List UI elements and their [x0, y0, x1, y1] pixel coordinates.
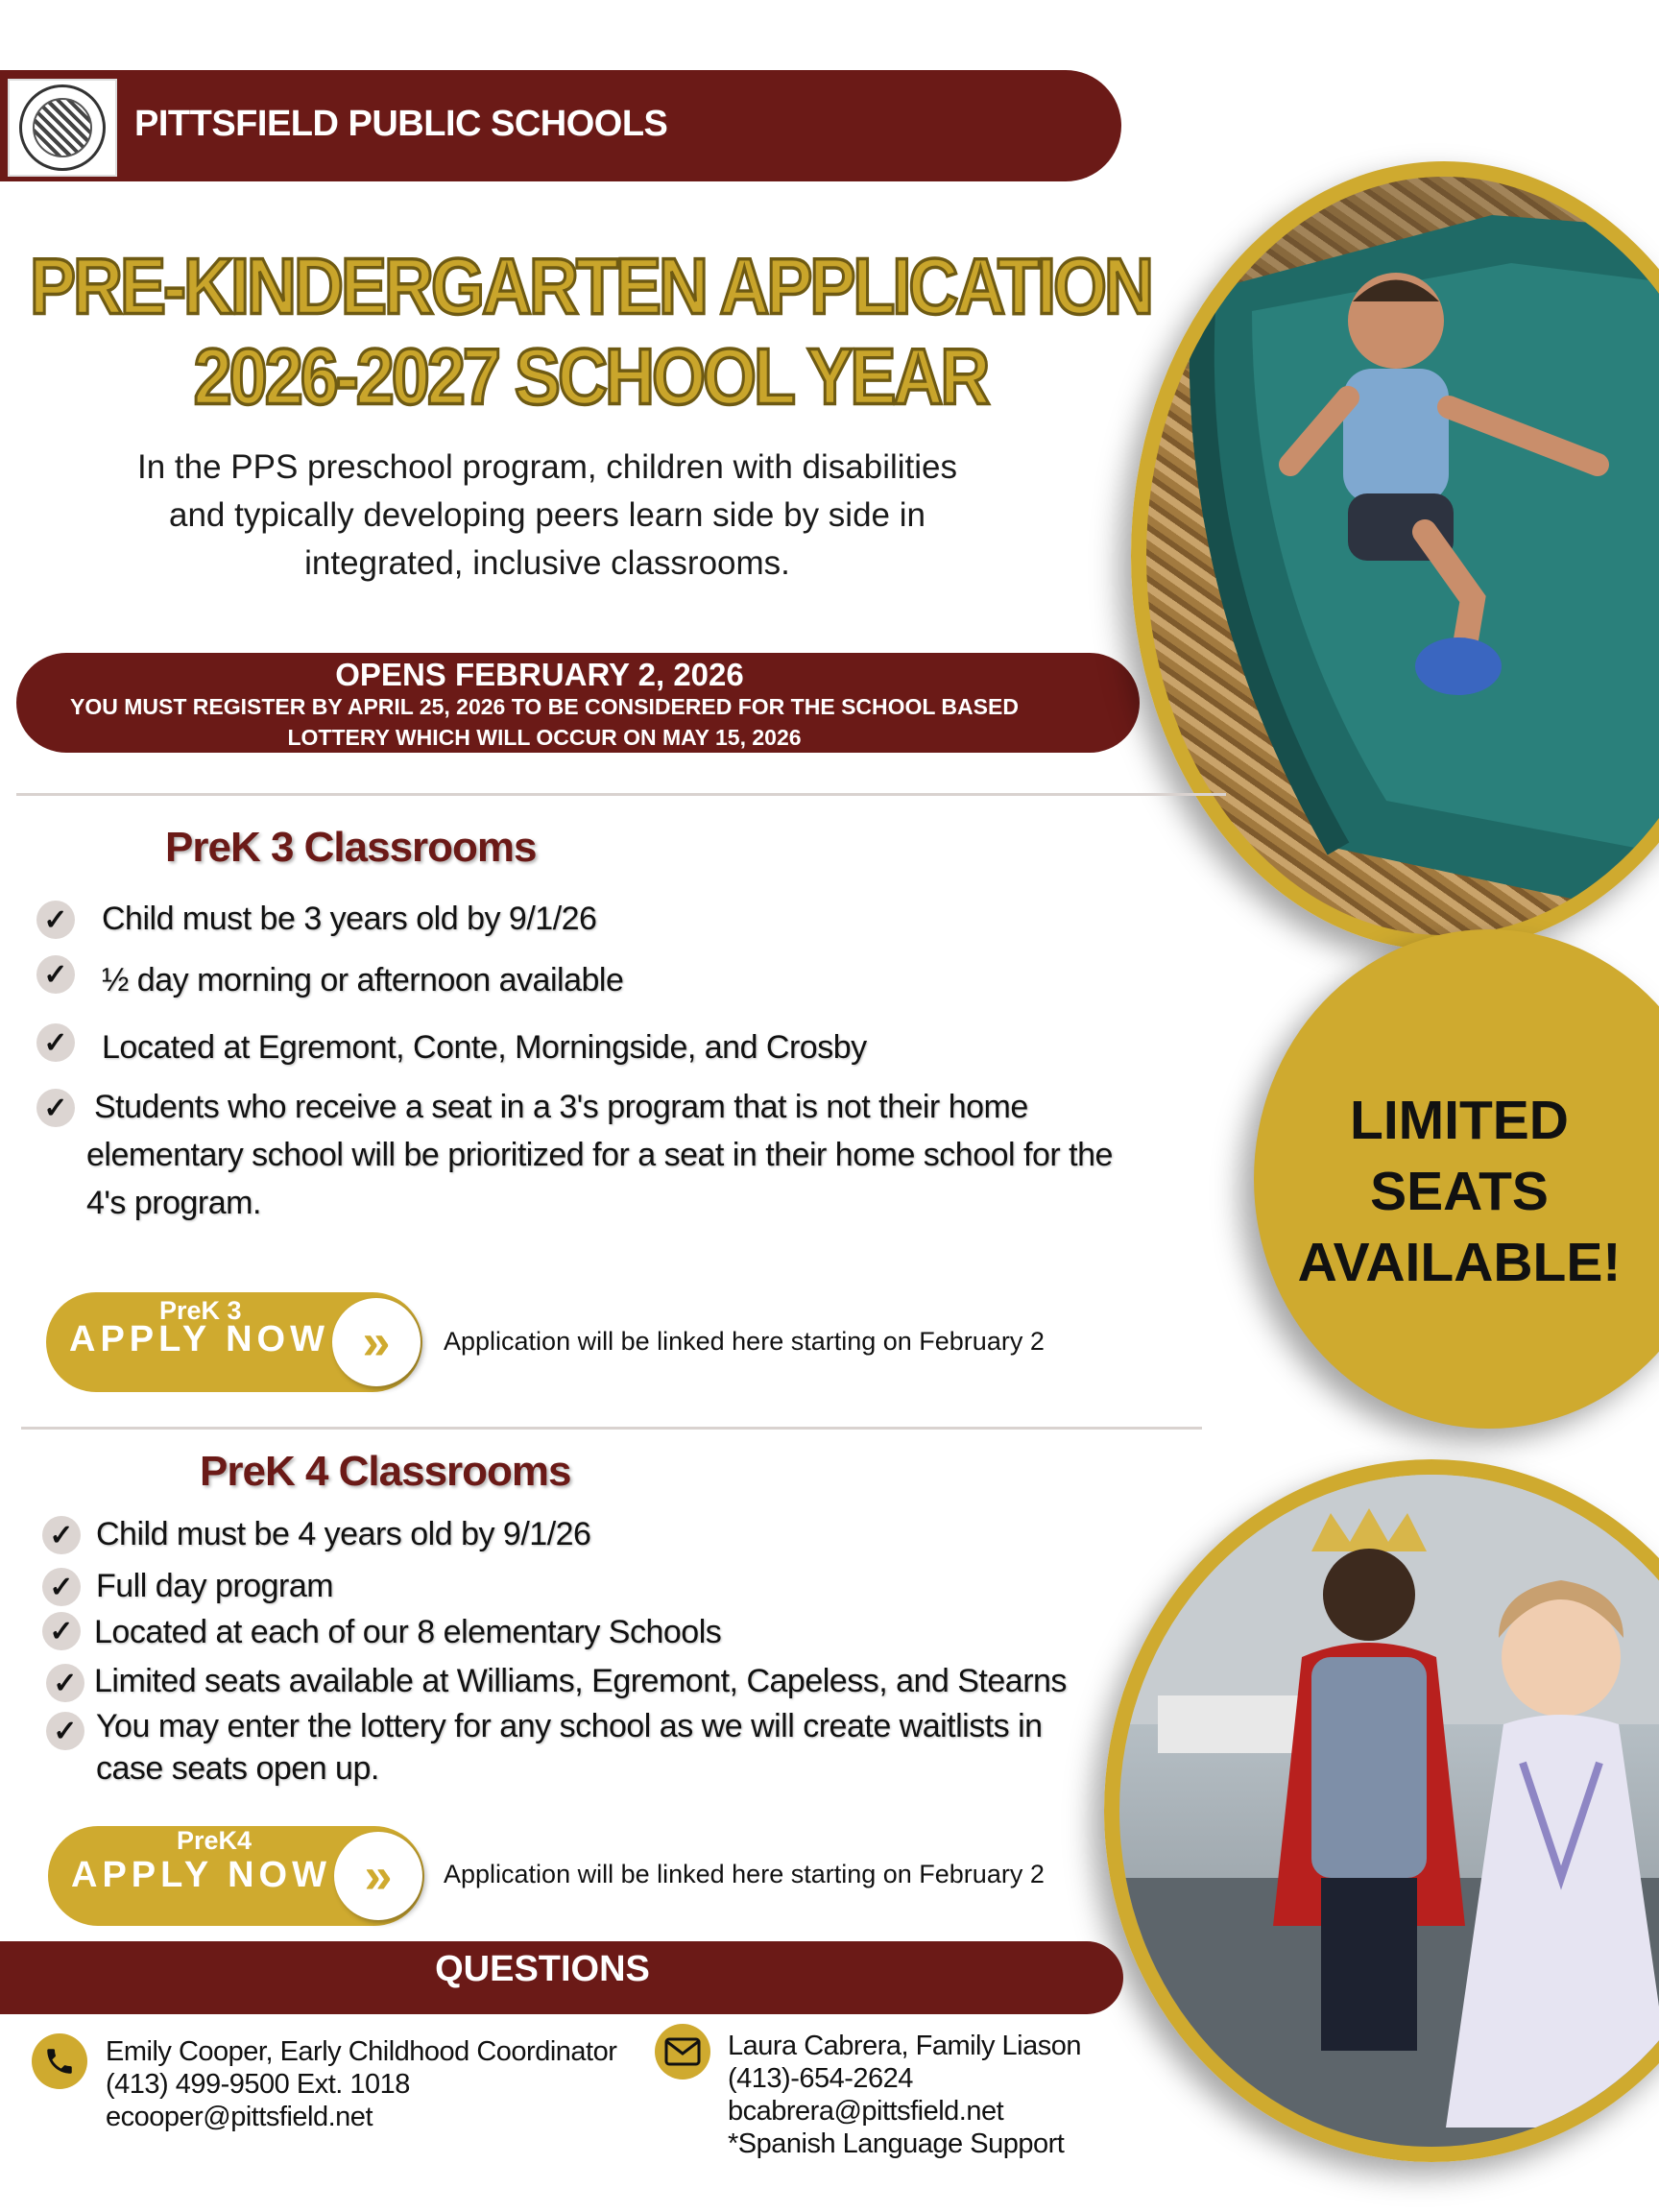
contact-1 — [106, 2035, 616, 2133]
contact-1-phone[interactable]: (413) 499-9500 Ext. 1018 — [106, 2069, 410, 2100]
prek3-apply-label: APPLY NOW — [69, 1319, 329, 1359]
check-icon: ✓ — [42, 1612, 81, 1650]
opens-note: YOU MUST REGISTER BY APRIL 25, 2026 TO BE CONSIDERED FOR THE SCHOOL BASED LOTTERY WHICH WILL OCCUR ON MAY 15, 2026 — [70, 694, 1019, 750]
check-icon: ✓ — [36, 1089, 75, 1127]
chevron-right-icon: » — [332, 1298, 421, 1386]
seats-line3: AVAILABLE! — [1297, 1232, 1622, 1293]
contact-1-name: Emily Cooper, Early Childhood Coordinator — [106, 2036, 617, 2067]
questions-title: QUESTIONS — [435, 1949, 650, 1989]
contact-1-email[interactable]: ecooper@pittsfield.net — [106, 2102, 373, 2132]
check-icon: ✓ — [42, 1516, 81, 1554]
check-icon: ✓ — [46, 1664, 84, 1702]
prek3-bullet-1: Child must be 3 years old by 9/1/26 — [102, 901, 597, 937]
prek4-apply-button[interactable] — [48, 1826, 424, 1926]
chevron-right-icon: » — [334, 1832, 422, 1920]
prek3-bullet-4: Students who receive a seat in a 3's program that is not their home elementary school will be prioritized for a seat in their home school for the 4's program. — [86, 1089, 1113, 1221]
prek3-bullet-2: ½ day morning or afternoon available — [102, 962, 624, 998]
prek4-apply-note: Application will be linked here starting on February 2 — [444, 1860, 1045, 1888]
contact-2-phone[interactable]: (413)-654-2624 — [728, 2063, 913, 2094]
mail-icon — [655, 2024, 710, 2080]
check-icon: ✓ — [46, 1712, 84, 1750]
contact-2 — [728, 2030, 1081, 2160]
page-title-line1: PRE-KINDERGARTEN APPLICATION — [29, 243, 1152, 331]
opens-banner — [16, 653, 1140, 753]
costume-photo — [1104, 1459, 1659, 2162]
check-icon: ✓ — [36, 955, 75, 994]
phone-icon — [32, 2033, 87, 2089]
prek4-heading: PreK 4 Classrooms — [200, 1448, 571, 1495]
prek4-bullet-5: You may enter the lottery for any school as we will create waitlists in case seats open up. — [96, 1708, 1043, 1787]
check-icon: ✓ — [36, 1023, 75, 1062]
prek4-bullet-1: Child must be 4 years old by 9/1/26 — [96, 1516, 591, 1552]
costume-photo-art — [1119, 1475, 1659, 2147]
page-title-line2: 2026-2027 SCHOOL YEAR — [193, 333, 988, 421]
seats-line1: LIMITED — [1350, 1090, 1569, 1151]
slide-photo — [1131, 161, 1659, 950]
district-seal — [8, 79, 117, 177]
slide-photo-art — [1146, 177, 1659, 935]
prek4-apply-small-label: PreK4 — [177, 1826, 252, 1855]
district-name: PITTSFIELD PUBLIC SCHOOLS — [134, 104, 668, 144]
prek4-bullet-4: Limited seats available at Williams, Egremont, Capeless, and Stearns — [94, 1663, 1067, 1699]
prek4-apply-label: APPLY NOW — [71, 1855, 331, 1895]
prek3-heading: PreK 3 Classrooms — [165, 824, 537, 871]
prek3-apply-small-label: PreK 3 — [159, 1296, 242, 1325]
contact-2-name: Laura Cabrera, Family Liason — [728, 2031, 1082, 2061]
intro-text: In the PPS preschool program, children with disabilities and typically developing peers learn side by side in integrated, inclusive classrooms. — [136, 448, 958, 582]
contact-2-note: *Spanish Language Support — [728, 2128, 1065, 2159]
section-divider — [16, 793, 1226, 796]
section-divider — [21, 1427, 1202, 1430]
check-icon: ✓ — [36, 901, 75, 939]
prek4-bullet-3: Located at each of our 8 elementary Schools — [94, 1614, 722, 1650]
prek3-apply-button[interactable] — [46, 1292, 422, 1392]
opens-title: OPENS FEBRUARY 2, 2026 — [335, 657, 744, 692]
prek3-bullet-3: Located at Egremont, Conte, Morningside, and Crosby — [102, 1029, 867, 1066]
prek3-apply-note: Application will be linked here starting on February 2 — [444, 1327, 1045, 1356]
check-icon: ✓ — [42, 1568, 81, 1606]
prek4-bullet-2: Full day program — [96, 1568, 334, 1604]
contact-2-email[interactable]: bcabrera@pittsfield.net — [728, 2096, 1004, 2127]
seats-line2: SEATS — [1370, 1161, 1549, 1222]
limited-seats-text — [1254, 1085, 1659, 1298]
